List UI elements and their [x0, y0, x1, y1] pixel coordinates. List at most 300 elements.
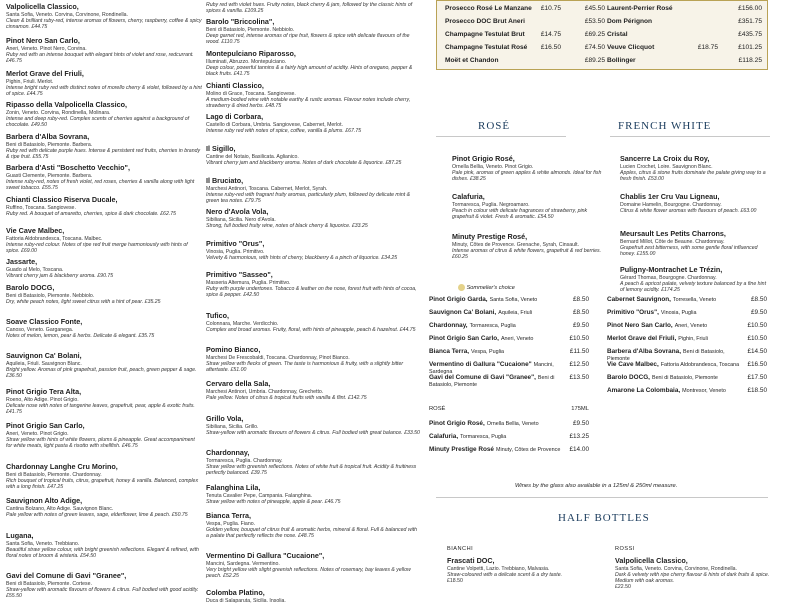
- wine-notes: Intense ruby-red with fragrant fruity aromas, particularly plum, followed by delicate mint & green tea notes. £79.75: [206, 191, 411, 204]
- wine-producer: Gérard Thomas, Bourgogne. Chardonnay.: [620, 274, 717, 281]
- wine-notes: Vibrant cherry jam and blackberry aroma. Notes of dark chocolate & liquorice. £87.25: [206, 159, 402, 166]
- wine-entry: [206, 589, 420, 604]
- glass-price: £9.50: [573, 420, 589, 427]
- wine-entry: [206, 346, 420, 373]
- wine-entry: [206, 18, 420, 45]
- wine-name: Chianti Classico,: [206, 81, 264, 90]
- wine-entry: [6, 258, 202, 279]
- sparkling-row: [607, 18, 762, 25]
- wine-notes: Deep colour, powerful tannins & a fairly high amount of acidity. Hints of oregano, pepper & black fruits. £41.75: [206, 64, 413, 77]
- wine-notes: Ruby with purple undertones. Tobacco & leather on the nose, forest fruit with hints of cocoa, spice & pepper. £42.50: [206, 285, 417, 298]
- price-glass: £16.50: [540, 44, 561, 51]
- glass-price: £10.50: [747, 335, 767, 342]
- wine-name: Cervaro della Sala,: [206, 379, 271, 388]
- wine-notes: Peach in colour with delicate fragrances of strawberry, pink grapefruit & violet. Fresh & aromatic. £54.50: [452, 207, 588, 220]
- wine-entry: [206, 177, 420, 204]
- wine-notes: Deep garnet red, intense aromas of ripe fruit, flowers & spice with delicate flavours of the wood. £110.75: [206, 32, 410, 45]
- sparkling-name: Bollinger: [607, 57, 636, 64]
- wine-entry: [206, 50, 420, 77]
- wine-notes: A medium-bodied wine with notable earthy & rustic aromas. Flavour notes include cherry, strawberry & dried herbs. £48.75: [206, 96, 411, 109]
- wine-producer: Lucien Crochet, Loire. Sauvignon Blanc.: [620, 163, 713, 170]
- glass-wine-region: Vespa, Puglia: [471, 349, 504, 355]
- wine-name: Chardonnay Langhe Cru Morino,: [6, 462, 118, 471]
- wine-producer: Tenuta Cavalier Pepe, Campania. Falanghina.: [206, 492, 313, 499]
- sparkling-row: [607, 57, 762, 64]
- wine-notes: Pale yellow. Notes of citrus & tropical fruits with vanilla & flint. £142.75: [206, 394, 367, 401]
- glass-rose-size: 175ML: [571, 406, 589, 412]
- wine-entry: [6, 318, 202, 339]
- wine-entry: [6, 196, 202, 217]
- wine-entry: [620, 266, 770, 293]
- wine-entry: [206, 240, 420, 261]
- sommelier-label: Sommelier's choice: [466, 284, 515, 291]
- wine-entry: [6, 3, 202, 30]
- glass-measure-note: Wines by the glass also available in a 125ml & 250ml measure.: [515, 483, 678, 489]
- wine-notes: Straw-coloured with a delicate scent & a dry taste.: [447, 571, 563, 578]
- price-bottle: £53.50: [584, 18, 605, 25]
- wine-notes: Intense ruby red with notes of spice, coffee, vanilla & plums. £67.75: [206, 127, 362, 134]
- glass-wine-region: Ornella Bellia, Veneto: [486, 421, 539, 427]
- wine-entry: [6, 572, 202, 599]
- wine-producer: Marchesi Antinori, Toscana. Cabernet, Merlot, Syrah.: [206, 185, 328, 192]
- wine-entry: [620, 193, 770, 214]
- glass-price: £11.50: [569, 348, 589, 355]
- glass-wine-name: Pinot Grigio San Carlo,: [429, 335, 499, 342]
- wine-name: Bianca Terra,: [206, 511, 252, 520]
- wine-name: Sauvignon Ca' Bolani,: [6, 351, 82, 360]
- glass-row: [429, 374, 589, 388]
- wine-producer: Aquileia, Friuli. Sauvignon Blanc.: [6, 360, 82, 367]
- glass-wine-region: Torresella, Veneto: [672, 297, 717, 303]
- wine-notes: Straw yellow with flecks of green. The taste is harmonious & fruity, with a slightly bitter aftertaste. £51.00: [206, 360, 404, 373]
- price-bottle: £74.50: [584, 44, 605, 51]
- wine-producer: Marchesi Antinori, Umbria. Chardonnay, Grechetto.: [206, 388, 324, 395]
- wine-notes: Straw-yellow with aromatic flavours of flowers & citrus. Full bodied with good acidity. £55.50: [6, 586, 199, 599]
- half-bottle-red: [615, 557, 770, 590]
- wine-entry: [206, 512, 420, 539]
- wine-name: Gavi del Comune di Gavi "Granee",: [6, 571, 127, 580]
- wine-name: Chablis 1er Cru Vau Ligneau,: [620, 192, 720, 201]
- glass-price: £13.25: [569, 433, 589, 440]
- wine-name: Soave Classico Fonte,: [6, 317, 83, 326]
- wine-notes: Rich bouquet of tropical fruits, citrus, grapefruit, honey & vanilla. Balanced, complex with a long finish. £47.25: [6, 477, 199, 490]
- wine-notes: Ruby red with violet hues. Fruity notes, black cherry & jam, followed by the classic hints of spices & vanilla. £109.25: [206, 2, 413, 15]
- wine-notes: Dark & velvety with ripe cherry flavour & hints of dark fruits & spice. Medium with oak aromas.: [615, 571, 770, 584]
- glass-wine-name: Cabernet Sauvignon,: [607, 296, 671, 303]
- wine-notes: Grapefruit zest bitterness, with some gentle floral influenced honey. £155.00: [620, 244, 758, 257]
- wine-name: Lugana,: [6, 531, 34, 540]
- wine-producer: Castello di Corbara, Umbria. Sangiovese, Cabernet, Merlot.: [206, 121, 343, 128]
- wine-name: Pinot Grigio Rosé,: [452, 154, 515, 163]
- glass-wine-name: Gavi del Comune di Gavi "Granee",: [429, 374, 536, 381]
- glass-wine-region: Tormaresca, Puglia: [460, 434, 507, 440]
- wine-name: Nero d'Avola Vola,: [206, 207, 269, 216]
- wine-name: Valpolicella Classico,: [615, 556, 688, 565]
- wine-entry: [206, 552, 420, 579]
- glass-wine-name: Pinot Nero San Carlo,: [607, 322, 673, 329]
- glass-row: [607, 309, 767, 316]
- wine-notes: Ruby red with delicate purple hues. Intense & persistent red fruits, cherries in brandy & ripe fruit. £55.75: [6, 147, 201, 160]
- glass-wine-region: Beni di Batasiolo, Piemonte: [429, 375, 555, 388]
- price-glass: [690, 5, 718, 12]
- glass-price: £17.50: [747, 374, 767, 381]
- wine-producer: Illuminati, Abruzzo. Montepulciano.: [206, 58, 287, 65]
- wine-notes: Citrus & white flower aromas with flavours of peach. £63.00: [620, 207, 757, 214]
- wine-entry: [452, 193, 602, 220]
- glass-row: [607, 387, 767, 394]
- wine-notes: Bright yellow. Aromas of pink grapefruit, passion fruit, peach, green pepper & sage. £36.50: [6, 366, 197, 379]
- wine-name: Jassarte,: [6, 257, 38, 266]
- glass-wine-region: Minuty, Côtes de Provence: [496, 447, 561, 453]
- wine-entry: [206, 484, 420, 505]
- wine-name: Chianti Classico Riserva Ducale,: [6, 195, 118, 204]
- wine-producer: Ornella Bellia, Veneto. Pinot Grigio.: [452, 163, 534, 170]
- wine-entry: [6, 532, 202, 559]
- glass-price: £9.50: [573, 322, 589, 329]
- wine-producer: Pighin, Friuli. Merlot.: [6, 78, 54, 85]
- sommelier-badge-icon: [458, 284, 465, 291]
- wine-entry: [6, 164, 202, 191]
- wine-name: Primitivo "Sasseo",: [206, 270, 273, 279]
- glass-wine-name: Bianca Terra,: [429, 348, 470, 355]
- wine-entry: [206, 380, 420, 401]
- wine-producer: Guado al Melo, Toscana.: [6, 266, 64, 273]
- wine-entry: [452, 233, 602, 260]
- wine-notes: Dry, white peach notes, light sweet citrus with a hint of pear. £35.25: [6, 298, 161, 305]
- wine-producer: Beni di Batasiolo, Piemonte. Nebbiolo.: [6, 292, 95, 299]
- wine-entry: [6, 133, 202, 160]
- wine-notes: Velvety & harmonious, with hints of cherry, blackberry & a pinch of liquorice. £34.25: [206, 254, 398, 261]
- wine-name: Merlot Grave del Friuli,: [6, 69, 84, 78]
- wine-name: Pinot Grigio San Carlo,: [6, 421, 85, 430]
- price-glass: £14.75: [540, 31, 561, 38]
- wine-entry: [452, 155, 602, 182]
- wine-name: Pinot Nero San Carlo,: [6, 36, 80, 45]
- wine-notes: Intense and deep ruby-red. Complex scents of cherries against a background of chocolate. £49.50: [6, 115, 190, 128]
- sparkling-name: Moët et Chandon: [445, 57, 499, 64]
- wine-notes: Pale yellow with notes of green leaves, sage, elderflower, lime & peach. £50.75: [6, 511, 188, 518]
- wine-notes: Straw-yellow with aromatic flavours of flowers & citrus. Full bodied with great balance. £33.50: [206, 429, 420, 436]
- glass-price: £14.00: [569, 446, 589, 453]
- wine-entry: [6, 227, 202, 254]
- wine-entry: [6, 422, 202, 449]
- wine-producer: Vespa, Puglia. Fiano.: [206, 520, 256, 527]
- price-bottle: £118.25: [738, 57, 762, 64]
- glass-wine-region: Beni di Batasiolo, Piemonte: [651, 375, 718, 381]
- glass-row: [607, 374, 767, 381]
- wine-producer: Fattoria Aldobrandesca, Toscana. Malbec.: [6, 235, 103, 242]
- wine-entry: [6, 497, 202, 518]
- wine-entry: [206, 312, 420, 333]
- wine-name: Barbera d'Asti "Boschetto Vecchio",: [6, 163, 130, 172]
- price-bottle: £89.25: [584, 57, 605, 64]
- glass-wine-region: Tormaresca, Puglia: [469, 323, 516, 329]
- wine-name: Valpolicella Classico,: [6, 2, 79, 11]
- wine-producer: Canoso, Veneto. Garganega.: [6, 326, 74, 333]
- glass-wine-region: Aquileia, Friuli: [498, 310, 533, 316]
- wine-producer: Tormaresca, Puglia. Negroamaro.: [452, 201, 530, 208]
- glass-row: [429, 420, 589, 427]
- price-glass: £18.75: [697, 44, 718, 51]
- wine-producer: Aneri, Veneto. Pinot Nero, Corvina.: [6, 45, 87, 52]
- wine-producer: Ruffino, Toscana. Sangiovese.: [6, 204, 76, 211]
- wine-entry: [206, 145, 420, 166]
- sommelier-choice-legend: [456, 284, 515, 291]
- price-bottle: £435.75: [738, 31, 762, 38]
- glass-wine-region: Beni di Batasiolo, Piemonte: [607, 349, 725, 362]
- sparkling-row: [445, 44, 605, 51]
- glass-row: [429, 361, 589, 375]
- wine-notes: Intense bright ruby red with distinct notes of morello cherry & violet, followed by a hint of spice. £44.75: [6, 84, 202, 97]
- price-glass: £10.75: [540, 5, 561, 12]
- wine-entry: [6, 101, 202, 128]
- wine-producer: Cantina Bolzano, Alto Adige. Sauvignon Blanc.: [6, 505, 114, 512]
- wine-producer: Beni di Batasiolo, Piemonte. Barbera.: [6, 141, 93, 148]
- wine-entry: [6, 352, 202, 379]
- wine-name: Barbera d'Alba Sovrana,: [6, 132, 90, 141]
- wine-entry: [620, 155, 770, 182]
- wine-name: Primitivo "Orus",: [206, 239, 265, 248]
- sparkling-row: [445, 31, 605, 38]
- price-bottle: £101.25: [738, 44, 762, 51]
- glass-row: [429, 335, 589, 342]
- wine-notes: Ruby red. A bouquet of amaretto, cherries, spice & dark chocolate. £62.75: [6, 210, 177, 217]
- glass-row: [607, 335, 767, 342]
- glass-wine-region: Pighin, Friuli: [678, 336, 708, 342]
- wine-name: Minuty Prestige Rosé,: [452, 232, 528, 241]
- wine-name: Ripasso della Valpolicella Classico,: [6, 100, 128, 109]
- wine-name: Falanghina Lila,: [206, 483, 261, 492]
- half-rossi-label: ROSSI: [615, 546, 635, 552]
- wine-producer: Beni di Batasiolo, Piemonte. Nebbiolo.: [206, 26, 295, 33]
- wine-notes: Apples, citrus & stone fruits dominate the palate giving way to a fresh finish. £53.00: [620, 169, 766, 182]
- wine-name: Sauvignon Alto Adige,: [6, 496, 83, 505]
- wine-entry: [206, 82, 420, 109]
- wine-notes: Delicate nose with notes of tangerine leaves, grapefruit, pear, apple & exotic fruits. £41.75: [6, 402, 195, 415]
- section-title-rose: ROSÉ: [478, 120, 511, 132]
- price-glass: [690, 18, 718, 25]
- glass-price: £9.50: [751, 309, 767, 316]
- wine-entry: [6, 463, 202, 490]
- wine-price: £18.50: [447, 578, 463, 584]
- price-glass: [533, 18, 561, 25]
- wine-name: Colomba Platino,: [206, 588, 265, 597]
- glass-rose-header: [429, 406, 589, 412]
- wine-producer: Sibiliana, Sicilia. Nero d'Avola.: [206, 216, 276, 223]
- wine-producer: Cantine del Notaio, Basilicata. Aglianico.: [206, 153, 299, 160]
- glass-wine-name: Amarone La Colombaia,: [607, 387, 681, 394]
- sparkling-name: Prosecco Rosé Le Manzane: [445, 5, 532, 12]
- glass-wine-name: Primitivo "Orus",: [607, 309, 659, 316]
- glass-wine-name: Pinot Grigio Garda,: [429, 296, 488, 303]
- wine-producer: Colonnara, Marche. Verdicchio.: [206, 320, 279, 327]
- glass-wine-name: Barbera d'Alba Sovrana,: [607, 348, 681, 355]
- sparkling-name: Dom Pérignon: [607, 18, 653, 25]
- price-bottle: £156.00: [738, 5, 762, 12]
- wine-name: Tufico,: [206, 311, 230, 320]
- wine-name: Vermentino Di Gallura "Cucaione",: [206, 551, 325, 560]
- wine-notes: Intense aromas of citrus & white flowers, grapefruit & red berries. £60.25: [452, 247, 602, 260]
- glass-price: £16.50: [747, 361, 767, 368]
- wine-producer: Minuty, Côtes de Provence. Grenache, Syrah, Cinsault.: [452, 241, 580, 248]
- wine-name: Chardonnay,: [206, 448, 250, 457]
- wine-name: Sancerre La Croix du Roy,: [620, 154, 710, 163]
- glass-price: £12.50: [569, 361, 589, 368]
- wine-name: Puligny-Montrachet Le Trézin,: [620, 265, 723, 274]
- wine-name: Il Sigillo,: [206, 144, 236, 153]
- glass-wine-region: Vinosia, Puglia: [660, 310, 697, 316]
- glass-wine-name: Merlot Grave del Friuli,: [607, 335, 677, 342]
- wine-name: Pinot Grigio Tera Alta,: [6, 387, 82, 396]
- glass-price: £8.50: [751, 296, 767, 303]
- wine-notes: Clean & brilliant ruby-red, intense aromas of flowers, cherry, raspberry, coffee & spicy cinnamon. £44.75: [6, 17, 202, 30]
- price-glass: [533, 57, 561, 64]
- wine-name: Barolo DOCG,: [6, 283, 55, 292]
- glass-wine-name: Calafuria,: [429, 433, 459, 440]
- sparkling-name: Champagne Testulat Brut: [445, 31, 525, 38]
- glass-wine-region: Fattoria Aldobrandesca, Toscana: [660, 362, 740, 368]
- wine-name: Barolo "Briccolina",: [206, 17, 275, 26]
- wine-name: Frascati DOC,: [447, 556, 495, 565]
- wine-notes: Golden yellow, bouquet of citrus fruit & aromatic herbs, mineral & floral. Full & balanced with a palate that perfectly reflects the nose. £48.75: [206, 526, 418, 539]
- glass-price: £10.50: [747, 322, 767, 329]
- wine-name: Montepulciano Riparosso,: [206, 49, 296, 58]
- half-bottle-white: [447, 557, 597, 584]
- glass-row: [607, 322, 767, 329]
- glass-row: [429, 446, 589, 453]
- wine-producer: Sibiliana, Sicilia. Grillo.: [206, 423, 259, 430]
- wine-producer: Aneri, Veneto. Pinot Grigio.: [6, 430, 69, 437]
- wine-entry: [206, 415, 420, 436]
- wine-entry: [206, 449, 420, 476]
- wine-notes: Very bright yellow with slight greenish reflections. Notes of rosemary, bay leaves & yellow peach. £52.25: [206, 566, 411, 579]
- wine-entry: [206, 113, 420, 134]
- sparkling-row: [445, 5, 605, 12]
- wine-producer: Guasti Clemente, Piemonte. Barbera.: [6, 172, 93, 179]
- glass-row: [429, 296, 589, 303]
- wine-producer: Molino di Grace, Toscana. Sangiovese.: [206, 90, 296, 97]
- wine-notes: Intense ruby-red, notes of fresh violet, red roses, cherries & vanilla along with light sweet tobacco. £55.75: [6, 178, 195, 191]
- wine-producer: Zonin, Veneto. Corvina, Rondinella, Molinara.: [6, 109, 111, 116]
- wine-producer: Santa Sofia, Veneto. Corvina, Corvinone, Rondinella.: [6, 11, 128, 18]
- sparkling-row: [607, 44, 762, 51]
- wine-producer: Beni di Batasiolo, Piemonte. Chardonnay.: [6, 471, 102, 478]
- sparkling-name: Prosecco DOC Brut Aneri: [445, 18, 525, 25]
- wine-notes: Beautiful straw yellow colour, with bright greenish reflections. Elegant & refined, with floral notes of broom & wisteria. £54.50: [6, 546, 199, 559]
- wine-producer: Duca di Salaparuta, Sicilia. Insolia.: [206, 597, 286, 604]
- wine-producer: Masseria Altemura, Puglia. Primitivo.: [206, 279, 291, 286]
- glass-row: [429, 348, 589, 355]
- divider: [436, 136, 566, 137]
- sparkling-wine-box: [436, 0, 768, 70]
- wine-producer: Marchesi De Frescobaldi, Toscana. Chardonnay, Pinot Bianco.: [206, 354, 350, 361]
- wine-name: Calafuria,: [452, 192, 485, 201]
- wine-producer: Domaine Hamelin, Bourgogne. Chardonnay.: [620, 201, 722, 208]
- glass-wine-region: Santa Sofia, Veneto: [489, 297, 538, 303]
- wine-entry: [206, 271, 420, 298]
- glass-wine-name: Minuty Prestige Rosé: [429, 446, 494, 453]
- wine-producer: Tormaresca, Puglia. Chardonnay.: [206, 457, 283, 464]
- glass-wine-region: Montresor, Veneto: [682, 388, 726, 394]
- divider: [610, 136, 770, 137]
- wine-notes: Straw yellow with notes of pineapple, apple & pear. £46.75: [206, 498, 341, 505]
- sparkling-name: Cristal: [607, 31, 628, 38]
- glass-rose-label: ROSÉ: [429, 406, 446, 412]
- glass-row: [607, 296, 767, 303]
- wine-notes: A peach & apricot palate, velvety texture balanced by a fine hint of lemony acidity. £174.25: [620, 280, 767, 293]
- price-glass: [690, 57, 718, 64]
- wine-name: Grillo Vola,: [206, 414, 244, 423]
- sparkling-row: [445, 57, 605, 64]
- glass-row: [429, 322, 589, 329]
- wine-producer: Mancini, Sardegna. Vermentino.: [206, 560, 280, 567]
- price-glass: [690, 31, 718, 38]
- wine-entry: [206, 208, 420, 229]
- price-bottle: £45.50: [584, 5, 605, 12]
- section-title-french-white: FRENCH WHITE: [618, 120, 712, 132]
- glass-wine-name: Chardonnay,: [429, 322, 468, 329]
- wine-producer: Beni di Batasiolo, Piemonte. Cortese.: [6, 580, 92, 587]
- sparkling-row: [607, 5, 762, 12]
- sparkling-name: Laurent-Perrier Rosé: [607, 5, 673, 12]
- glass-price: £10.50: [569, 335, 589, 342]
- wine-name: Pomino Bianco,: [206, 345, 261, 354]
- glass-price: £8.50: [573, 296, 589, 303]
- glass-wine-region: Mancini, Sardegna: [429, 362, 554, 375]
- glass-wine-region: Aneri, Veneto: [500, 336, 534, 342]
- glass-wine-name: Sauvignon Ca' Bolani,: [429, 309, 497, 316]
- glass-row: [429, 433, 589, 440]
- glass-wine-name: Barolo DOCG,: [607, 374, 650, 381]
- wine-notes: Strong, full bodied fruity wine, notes of black cherry & liquorice. £33.25: [206, 222, 368, 229]
- wine-entry: [6, 37, 202, 64]
- wine-notes: Complex and broad aromas. Fruity, floral, with hints of pineapple, peach & hazelnut. £44.75: [206, 326, 416, 333]
- price-bottle: £69.25: [584, 31, 605, 38]
- wine-notes: Straw yellow with hints of white flowers, plums & pineapple. Great accompaniment for white meats, light pasta & risotto with shellfish. £46.75: [6, 436, 195, 449]
- sparkling-name: Champagne Testulat Rosé: [445, 44, 528, 51]
- divider: [436, 497, 768, 498]
- wine-name: Il Bruciato,: [206, 176, 244, 185]
- glass-price: £8.50: [573, 309, 589, 316]
- wine-producer: Santa Sofia, Veneto. Corvina, Corvinone, Rondinella.: [615, 565, 737, 572]
- wine-producer: Santa Sofia, Veneto. Trebbiano.: [6, 540, 80, 547]
- wine-notes: Pale pink, aromas of green apples & white almonds. Ideal for fish dishes. £38.25: [452, 169, 602, 182]
- half-bianchi-label: BIANCHI: [447, 546, 474, 552]
- glass-price: £13.50: [569, 374, 589, 381]
- glass-wine-name: Vermentino di Gallura "Cucaione": [429, 361, 532, 368]
- wine-entry: [6, 388, 202, 415]
- wine-entry: [6, 284, 202, 305]
- sparkling-name: Veuve Clicquot: [607, 44, 655, 51]
- wine-name: Meursault Les Petits Charrons,: [620, 229, 726, 238]
- wine-notes: Straw yellow with greenish reflections. Notes of white fruit & tropical fruit. Acidity & fruitiness perfectly balanced. £39.75: [206, 463, 417, 476]
- wine-producer: Cantine Volpetti, Lazio. Trebbiano, Malvasia.: [447, 565, 550, 572]
- wine-producer: Bernard Millot, Côte de Beaune. Chardonnay.: [620, 238, 725, 245]
- glass-wine-region: Aneri, Veneto: [674, 323, 708, 329]
- glass-row: [607, 361, 767, 368]
- section-title-half-bottles: HALF BOTTLES: [558, 512, 650, 524]
- sparkling-row: [445, 18, 605, 25]
- wine-entry: [206, 2, 420, 14]
- wine-name: Lago di Corbara,: [206, 112, 264, 121]
- wine-notes: Intense ruby-red colour. Notes of ripe red fruit merge harmoniously with hints of spice. £69.00: [6, 241, 188, 254]
- glass-wine-name: Pinot Grigio Rosé,: [429, 420, 485, 427]
- glass-row: [429, 309, 589, 316]
- sparkling-row: [607, 31, 762, 38]
- glass-row: [607, 348, 767, 362]
- glass-wine-name: Vie Cave Malbec,: [607, 361, 659, 368]
- wine-producer: Vinosia, Puglia. Primitivo.: [206, 248, 265, 255]
